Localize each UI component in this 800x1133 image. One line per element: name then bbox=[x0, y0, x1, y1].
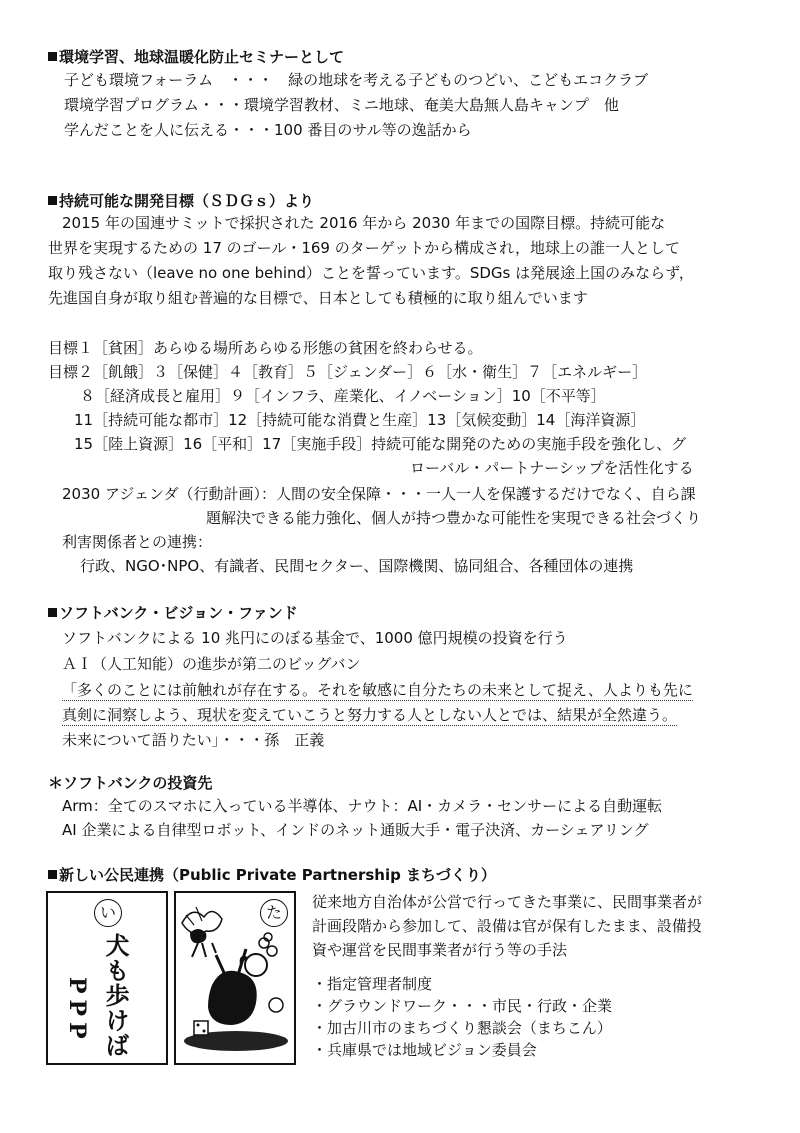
goal-line: ローバル・パートナーシップを活性化する bbox=[410, 459, 694, 477]
quote-line: 「多くのことには前触れが存在する。それを敏感に自分たちの未来として捉え、人よりも先に bbox=[62, 681, 693, 699]
karuta-picture-card bbox=[174, 891, 296, 1065]
agenda-line: 題解決できる能力強化、個人が持つ豊かな可能性を実現できる社会づくり bbox=[206, 509, 702, 527]
card-phrase: 犬も歩けば bbox=[101, 933, 130, 1058]
karuta-text-card bbox=[46, 891, 168, 1065]
section-heading-sdgs: 持続可能な開発目標（ＳＤＧｓ）より bbox=[48, 190, 314, 211]
bullet-item: ・兵庫県では地域ビジョン委員会 bbox=[312, 1041, 537, 1059]
section-heading-investments: ＊ソフトバンクの投資先 bbox=[48, 774, 213, 792]
section-heading-ppp: 新しい公民連携（Public Private Partnership まちづくり） bbox=[48, 864, 496, 885]
square-bullet-icon bbox=[48, 52, 57, 61]
text-line: 環境学習プログラム・・・環境学習教材、ミニ地球、奄美大島無人島キャンプ 他 bbox=[64, 96, 619, 114]
text-line: 2015 年の国連サミットで採択された 2016 年から 2030 年までの国際目標。持続可能な bbox=[62, 214, 666, 232]
section-heading-environment: 環境学習、地球温暖化防止セミナーとして bbox=[48, 46, 344, 67]
text-line: 先進国自身が取り組む普遍的な目標で、日本としても積極的に取り組んでいます bbox=[48, 289, 588, 307]
text-line: ソフトバンクによる 10 兆円にのぼる基金で、1000 億円規模の投資を行う bbox=[62, 629, 568, 647]
square-bullet-icon bbox=[48, 196, 57, 205]
text-line: Arm：全てのスマホに入っている半導体、ナウト：AI・カメラ・センサーによる自動運転 bbox=[62, 797, 663, 815]
text-line: ＡＩ（人工知能）の進歩が第二のビッグバン bbox=[62, 655, 361, 673]
quote-line: 真剣に洞察しよう、現状を変えていこうと努力する人としない人とでは、結果が全然違う。 bbox=[62, 706, 678, 724]
agenda-line: 2030 アジェンダ（行動計画）：人間の安全保障・・・一人一人を保護するだけでなく、自ら課 bbox=[62, 485, 696, 503]
goal-line: 15［陸上資源］16［平和］17［実施手段］持続可能な開発のための実施手段を強化し、グ bbox=[74, 435, 687, 453]
goal-line: 目標１［貧困］あらゆる場所あらゆる形態の貧困を終わらせる。 bbox=[48, 339, 483, 357]
text-line: 子ども環境フォーラム ・・・ 緑の地球を考える子どものつどい、こどもエコクラブ bbox=[64, 71, 649, 89]
goal-line: ８［経済成長と雇用］９［インフラ、産業化、イノベーション］10［不平等］ bbox=[80, 387, 606, 405]
bullet-item: ・グラウンドワーク・・・市民・行政・企業 bbox=[312, 997, 613, 1015]
stakeholder-list: 行政、NGO･NPO、有識者、民間セクター、国際機関、協同組合、各種団体の連携 bbox=[80, 557, 634, 575]
goal-line: 11［持続可能な都市］12［持続可能な消費と生産］13［気候変動］14［海洋資源］ bbox=[74, 411, 646, 429]
text-line: AI 企業による自律型ロボット、インドのネット通販大手・電子決済、カーシェアリング bbox=[62, 821, 649, 839]
bullet-item: ・加古川市のまちづくり懇談会（まちこん） bbox=[312, 1019, 612, 1037]
stakeholder-label: 利害関係者との連携： bbox=[62, 533, 213, 551]
text-line: 取り残さない（leave no one behind）ことを誓っています。SDGs は発展途上国のみならず， bbox=[48, 264, 694, 282]
text-line: 資や運営を民間事業者が行う等の手法 bbox=[312, 941, 568, 959]
square-bullet-icon bbox=[48, 870, 57, 879]
dog-illustration bbox=[176, 893, 294, 1063]
card-ppp: PPP bbox=[64, 977, 90, 1045]
goal-line: 目標２［飢餓］３［保健］４［教育］５［ジェンダー］６［水・衛生］７［エネルギー］ bbox=[48, 363, 648, 381]
text-line: 学んだことを人に伝える・・・100 番目のサル等の逸話から bbox=[64, 121, 472, 139]
card-kana-circle: た bbox=[260, 899, 288, 927]
section-heading-softbank-fund: ソフトバンク・ビジョン・ファンド bbox=[48, 602, 298, 623]
bullet-item: ・指定管理者制度 bbox=[312, 975, 433, 993]
text-line: 計画段階から参加して、設備は官が保有したまま、設備投 bbox=[312, 917, 702, 935]
text-line: 世界を実現するための 17 のゴール・169 のターゲットから構成され，地球上の誰一人として bbox=[48, 239, 681, 257]
text-line: 従来地方自治体が公営で行ってきた事業に、民間事業者が bbox=[312, 893, 703, 911]
card-kana-circle: い bbox=[94, 899, 122, 927]
quote-line: 未来について語りたい」・・・孫 正義 bbox=[62, 731, 325, 749]
square-bullet-icon bbox=[48, 608, 57, 617]
